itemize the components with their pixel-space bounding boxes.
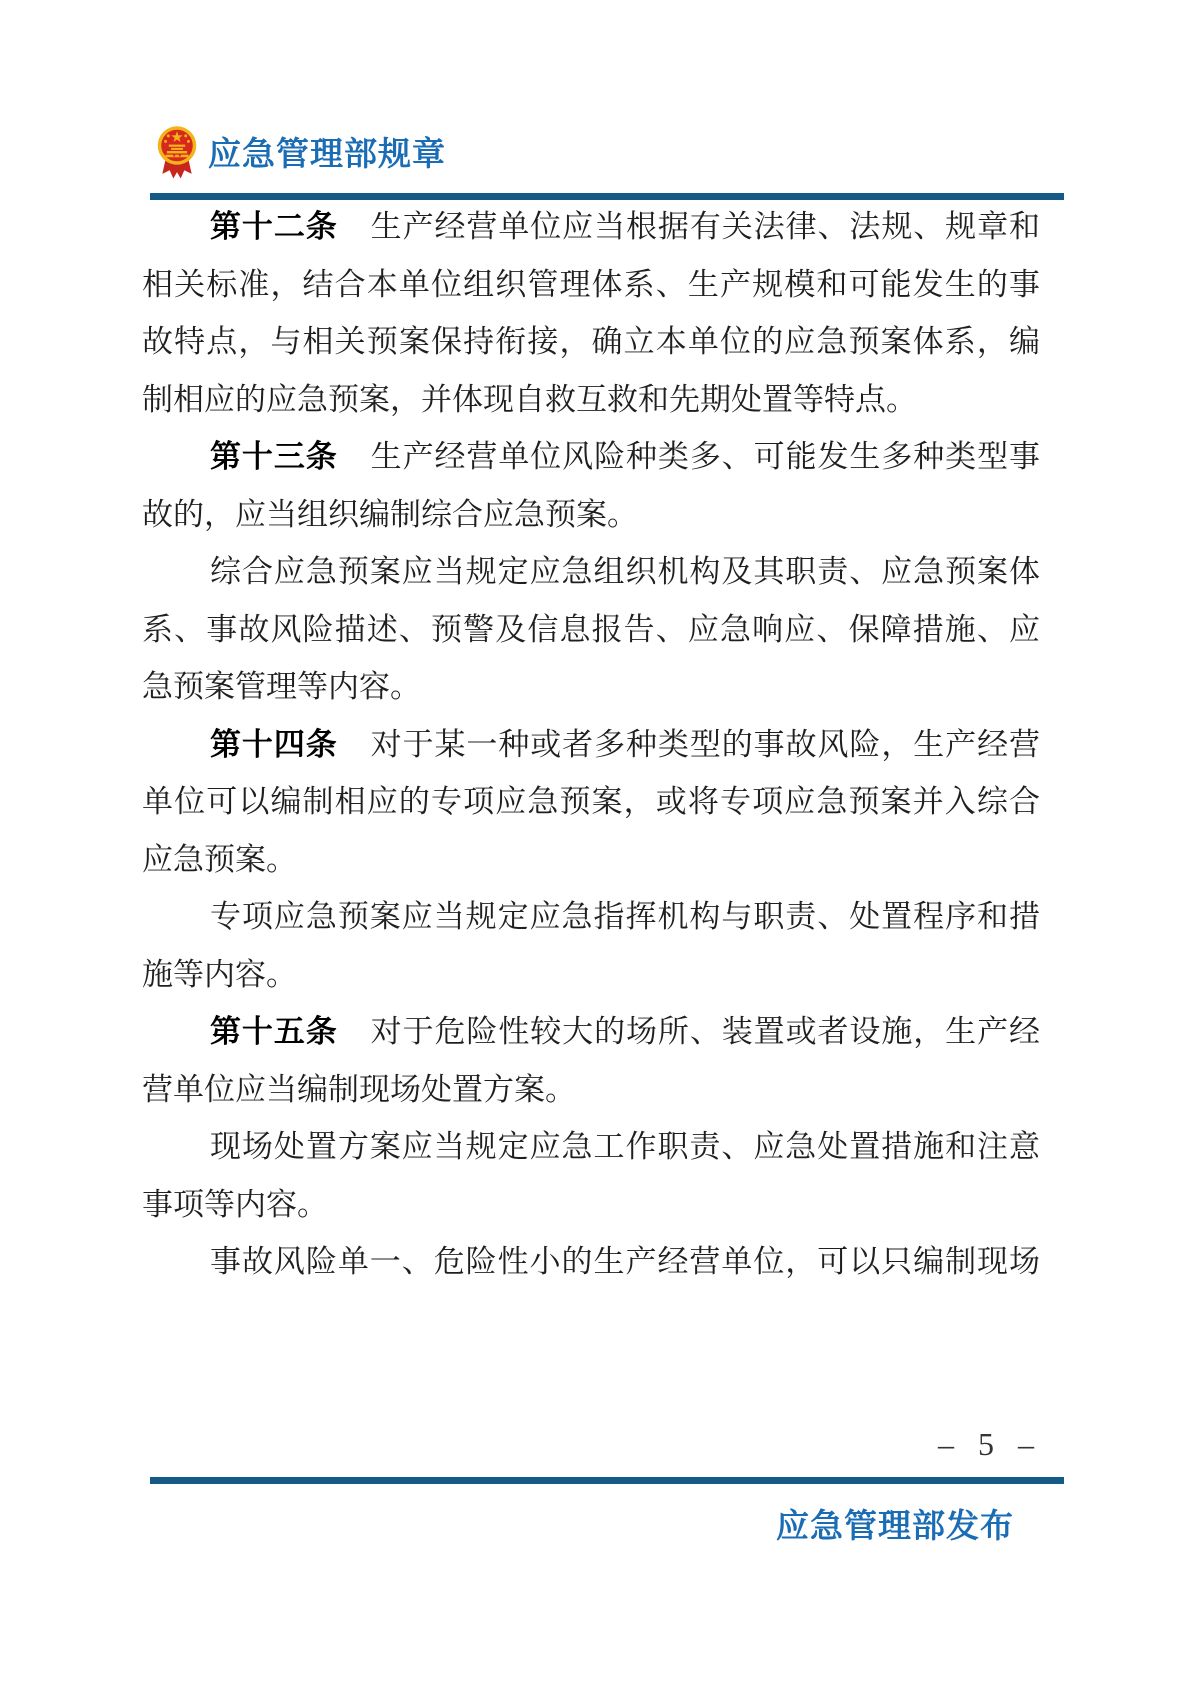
body-line <box>142 486 1040 544</box>
page-number: – 5 – <box>938 1426 1042 1462</box>
page-header <box>155 122 446 180</box>
body-line-text: 事故风险单一、危险性小的生产经营单位，可以只编制现场 <box>210 1244 1040 1279</box>
body-line <box>142 1003 1040 1061</box>
article-number: 第十五条 <box>210 1014 338 1049</box>
header-title: 应急管理部规章 <box>208 136 446 173</box>
national-emblem-icon <box>155 122 199 180</box>
body-line <box>142 716 1040 774</box>
body-line-text: 应急预案。 <box>142 841 297 877</box>
body-line <box>142 1118 1040 1176</box>
article-number: 第十三条 <box>210 439 338 474</box>
document-body <box>142 198 1040 1291</box>
body-line-text: 营单位应当编制现场处置方案。 <box>142 1071 576 1107</box>
body-line-text: 事项等内容。 <box>142 1186 328 1222</box>
body-line-text: 生产经营单位应当根据有关法律、法规、规章和 <box>370 209 1040 244</box>
body-line <box>142 888 1040 946</box>
body-line-text: 现场处置方案应当规定应急工作职责、应急处置措施和注意 <box>210 1129 1040 1164</box>
body-line-text: 对于危险性较大的场所、装置或者设施，生产经 <box>370 1014 1040 1049</box>
body-line <box>142 831 1040 889</box>
body-line-text: 故特点，与相关预案保持衔接，确立本单位的应急预案体系，编 <box>142 324 1040 359</box>
body-line-text: 相关标准，结合本单位组织管理体系、生产规模和可能发生的事 <box>142 266 1040 302</box>
body-line <box>142 371 1040 429</box>
article-number: 第十四条 <box>210 726 338 762</box>
body-line <box>142 773 1040 831</box>
body-line <box>142 1176 1040 1234</box>
article-number: 第十二条 <box>210 209 338 244</box>
footer-rule <box>150 1477 1064 1484</box>
body-line <box>142 313 1040 371</box>
body-line-text: 系、事故风险描述、预警及信息报告、应急响应、保障措施、应 <box>142 611 1040 647</box>
body-line-text: 综合应急预案应当规定应急组织机构及其职责、应急预案体 <box>210 554 1040 589</box>
body-line-text: 专项应急预案应当规定应急指挥机构与职责、处置程序和措 <box>210 899 1040 934</box>
body-line <box>142 1233 1040 1291</box>
body-line <box>142 198 1040 256</box>
body-line <box>142 428 1040 486</box>
body-line <box>142 1061 1040 1119</box>
body-line <box>142 601 1040 659</box>
body-line-text: 急预案管理等内容。 <box>142 669 421 704</box>
body-line-text: 施等内容。 <box>142 956 297 992</box>
body-line <box>142 658 1040 716</box>
body-line-text: 对于某一种或者多种类型的事故风险，生产经营 <box>370 726 1040 762</box>
body-line-text: 单位可以编制相应的专项应急预案，或将专项应急预案并入综合 <box>142 784 1040 819</box>
body-line <box>142 543 1040 601</box>
body-line-text: 生产经营单位风险种类多、可能发生多种类型事 <box>370 439 1040 474</box>
body-line <box>142 256 1040 314</box>
body-line <box>142 946 1040 1004</box>
body-line-text: 制相应的应急预案，并体现自救互救和先期处置等特点。 <box>142 381 917 417</box>
footer-publisher: 应急管理部发布 <box>776 1509 1014 1545</box>
body-line-text: 故的，应当组织编制综合应急预案。 <box>142 496 638 532</box>
